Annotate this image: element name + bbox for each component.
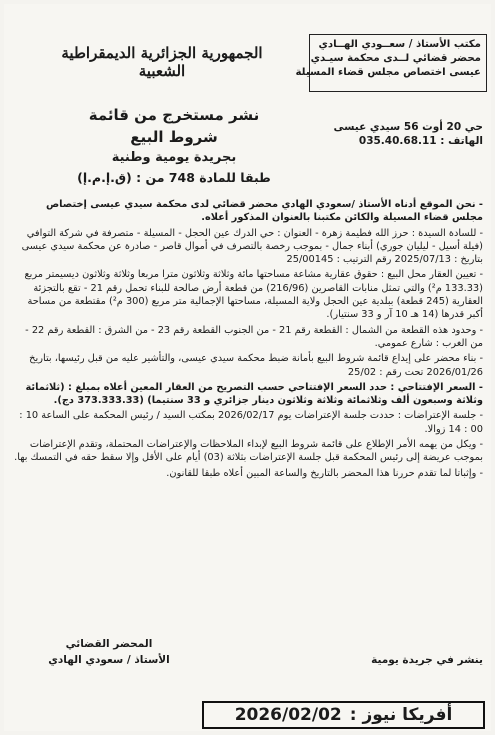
office-line-3: عيسى اختصاص مجلس قضاء المسيلة [295, 67, 481, 78]
newspaper-footer [202, 701, 485, 729]
document-page [4, 4, 491, 731]
newspaper-name: أفريكا نيوز : [349, 705, 453, 725]
notice-body [12, 198, 483, 482]
paragraph-property: - تعيين العقار محل البيع : حقوق عقارية مشاعة مساحتها مائة وثلاثة وثلاثون مترا مربعا وثلاثة وثلاثون ديسيمتر مربع (133.33 م²) والتي تمثل منابات القاصرين (216/96) من قطعة أرض صالحة للبناء تحمل رقم 21 - تقع بالتجزئة العقارية (245 قطعة) ببلدية عين الحجل ولاية المسيلة، مساحتها الإجمالية متر مربع (300 م²) مقتطعة من مساحة أكبر قدرها (14 هـ 10 آر و 33 سنتيار). [24, 269, 483, 321]
phone-line: الهاتف : 035.40.68.11 [358, 135, 483, 147]
republic-header: الجمهورية الجزائرية الديمقراطية الشعبية [61, 44, 263, 80]
paragraph-bailiff: - نحن الموقع أدناه الأستاذ /سعودي الهادي محضر قضائي لدى محكمة سيدي عيسى إختصاص مجلس قضاء المسيلة والكائن مكتبنا بالعنوان المذكور أعلاه. [45, 199, 483, 224]
signature-name: الأستاذ / سعودي الهادي [48, 654, 170, 666]
publication-date: 2026/02/02 [234, 705, 342, 725]
signature-block [34, 636, 184, 668]
publication-note: ينشر في جريدة يومية [371, 654, 483, 666]
paragraph-notice: - ويكل من يهمه الأمر الإطلاع على قائمة شروط البيع لإبداء الملاحظات والإعتراضات المحتملة، وتقدم الإعتراضات بموجب عريضة إلى رئيس المحكمة قبل جلسة الإعتراضات بثلاثة (03) أيام على الأقل وإلا سقط حقه في التمسك بها. [14, 439, 483, 464]
notice-subtitle: بجريدة يومية وطنية [111, 150, 237, 165]
office-line-2: محضر قضائي لــدى محكمة سيـدي [310, 53, 481, 64]
paragraph-requester: - للسادة السيدة : حرز الله فطيمة زهرة - العنوان : حي الدرك عين الحجل - المسيلة - متصرفة في شركة التوافي (فيلة أسيل - ليليان جوري) أبناء جمال - بموجب رخصة بالتصرف في أموال قاصر - صادرة عن محكمة سيدي عيسى بتاريخ : 2025/07/13 رقم الترتيب : 25/00145 [21, 227, 483, 266]
notice-title-block [64, 104, 284, 188]
legal-article-reference: طبقا للمادة 748 من : (ق.إ.م.إ) [77, 170, 271, 185]
signature-role: المحضر القضائي [65, 638, 153, 650]
notice-title: نشر مستخرج من قائمة شروط البيع [88, 106, 260, 146]
address-line: حي 20 أوت 56 سيدي عيسى [333, 121, 483, 133]
paragraph-boundaries: - وحدود هذه القطعة من الشمال : القطعة رقم 21 - من الجنوب القطعة رقم 23 - من الشرق : القطعة رقم 22 - من الغرب : شارع عمومي. [25, 324, 483, 349]
bailiff-office-box [295, 34, 487, 92]
paragraph-objections-session: - جلسة الإعتراضات : حددت جلسة الإعتراضات يوم 2026/02/17 بمكتب السيد / رئيس المحكمة على الساعة 10 : 00 : 14 زوالا. [19, 410, 483, 435]
paragraph-opening-price: - السعر الإفتتاحي : حدد السعر الإفتتاحي حسب التصريح من العقار المعين أعلاه بمبلغ : (ثلاثمائة وثلاثة وسبعون ألف وثلاثمائة وثلاثة وثلاثون دينار جزائري و 33 سنتيما) (373.333.33 دج). [25, 381, 483, 407]
paragraph-deposit: - بناء محضر على إيداع قائمة شروط البيع بأمانة ضبط محكمة سيدي عيسى، والتأشير عليه من قبل رئيسها، بتاريخ 2026/01/26 تحت رقم : 25/02 [29, 353, 483, 378]
office-address [303, 120, 483, 148]
paragraph-closing: - وإثباتا لما تقدم حررنا هذا المحضر بالتاريخ والساعة المبين أعلاه طبقا للقانون. [166, 467, 483, 479]
office-line-1: مكتب الأستاذ / سعــودي الهــادي [318, 39, 481, 50]
